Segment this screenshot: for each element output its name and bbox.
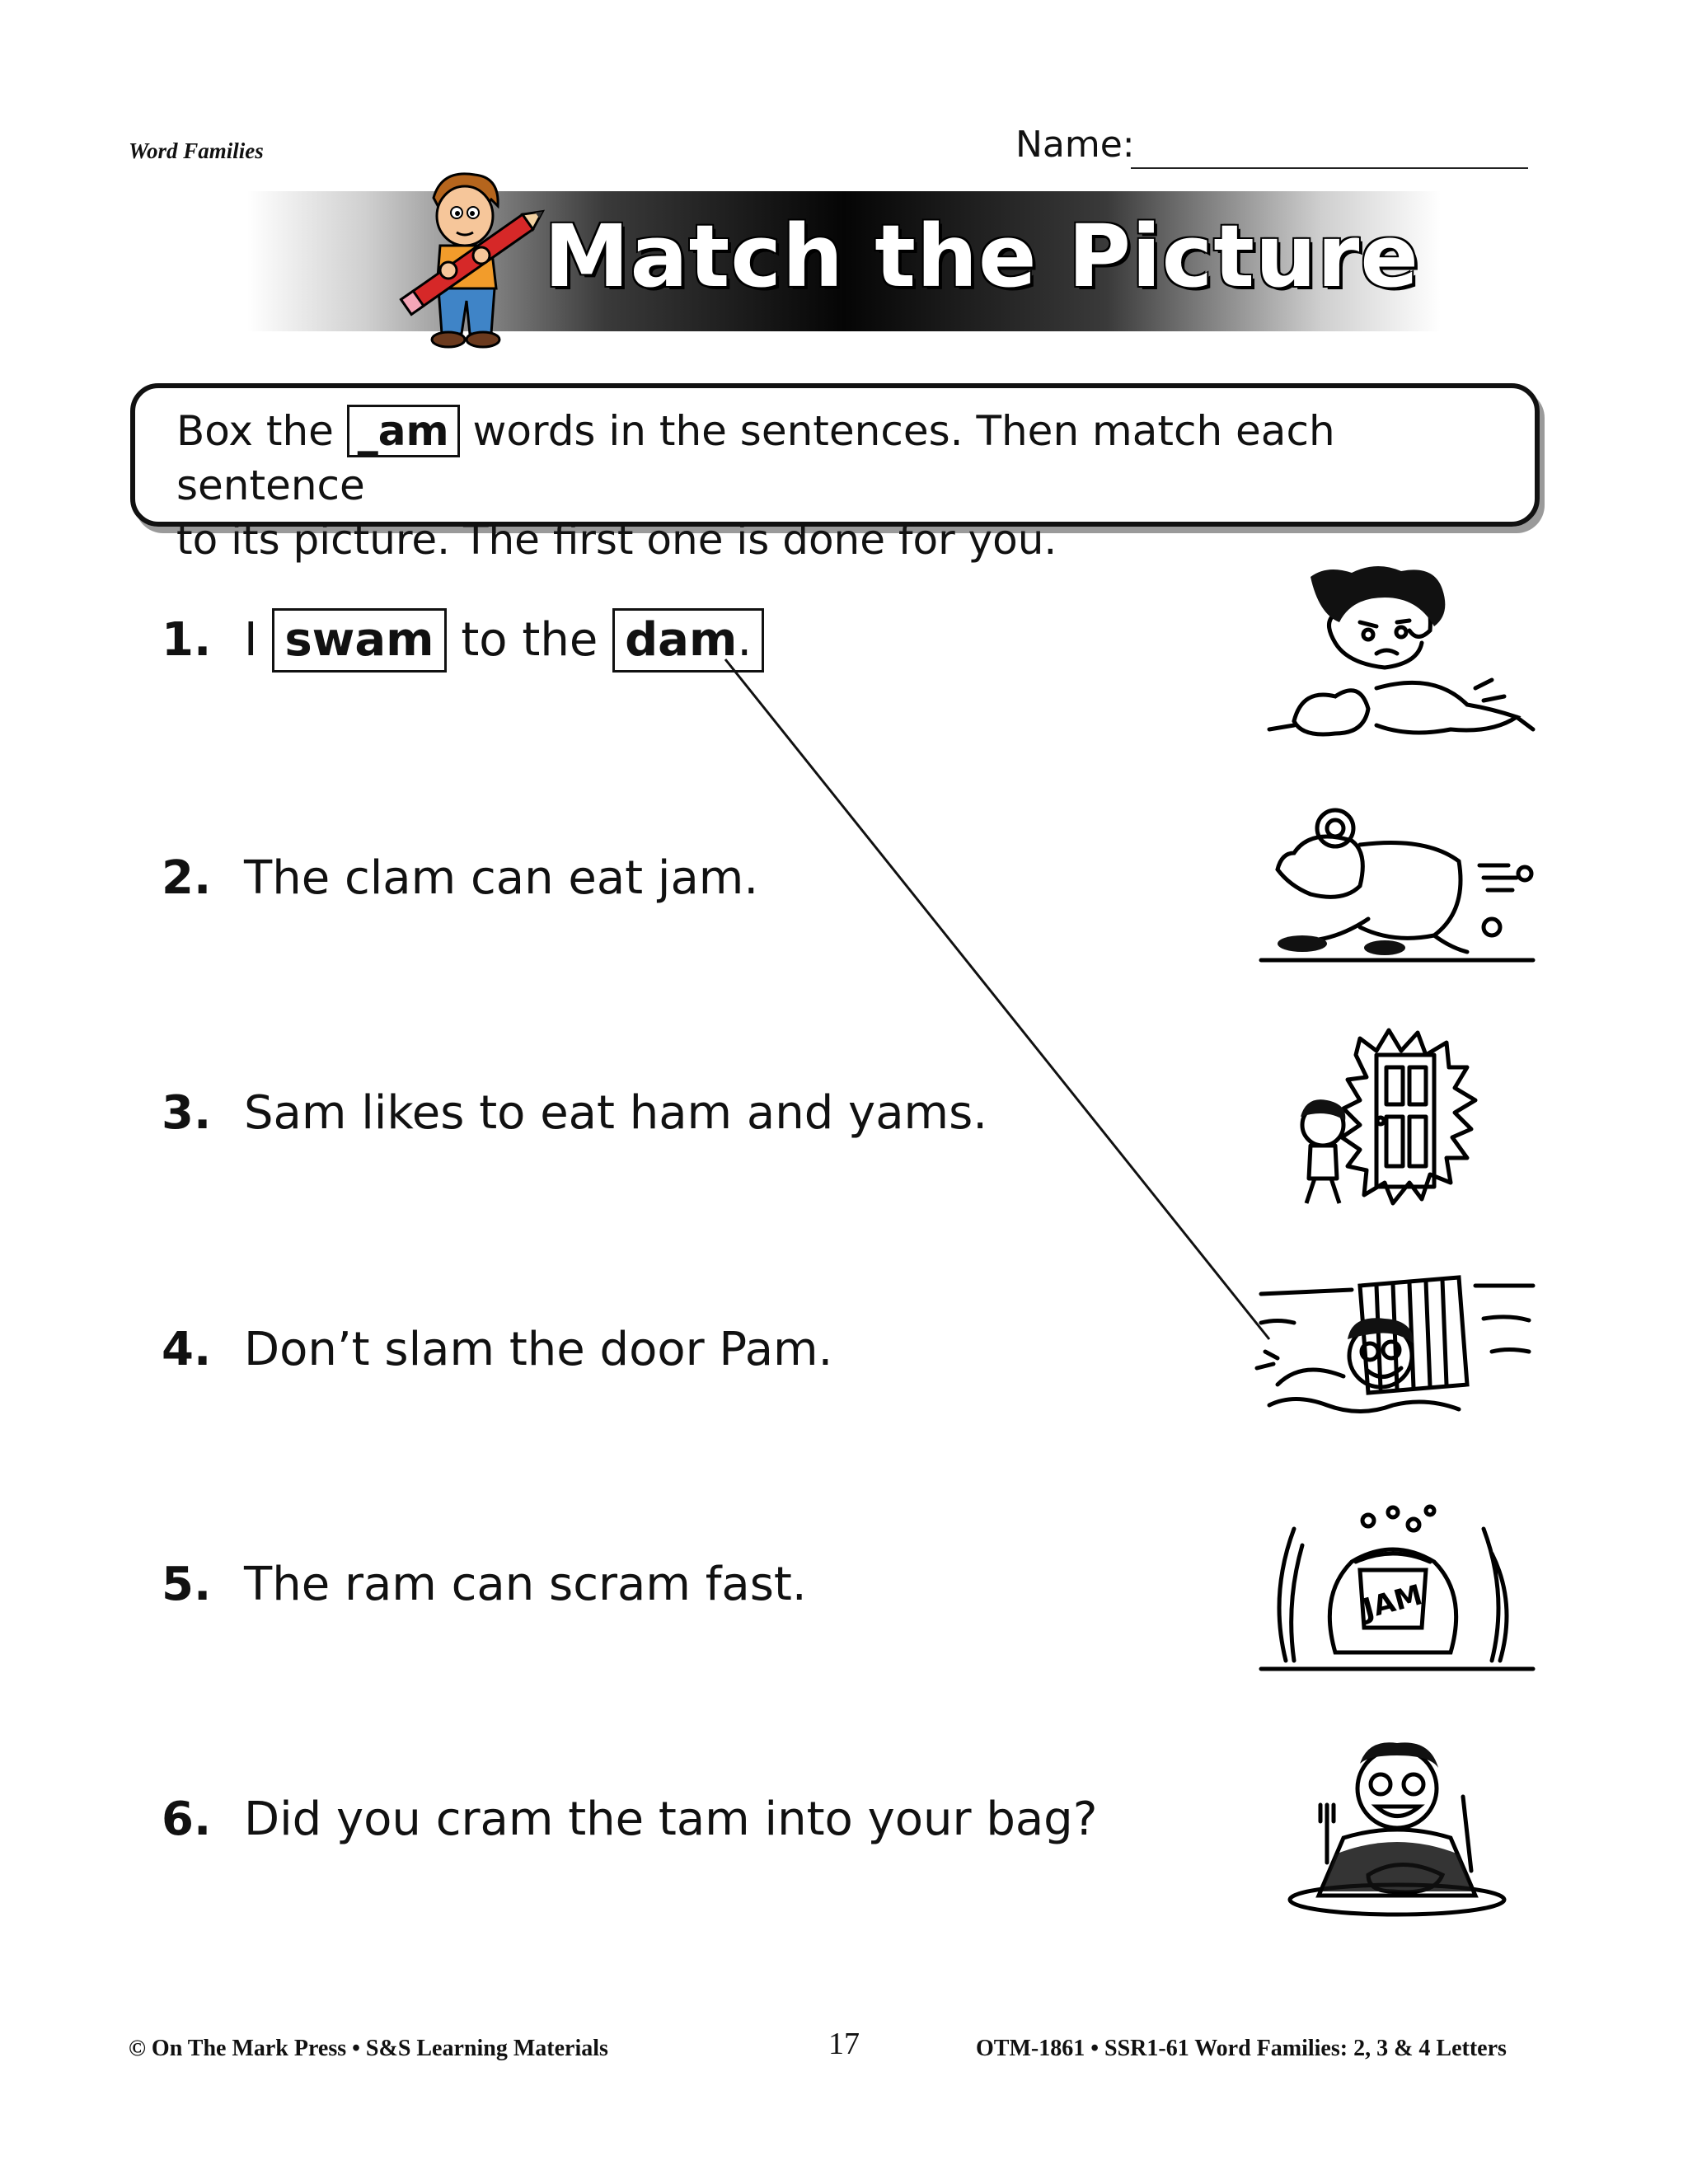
question-text: The clam can eat jam.	[244, 851, 759, 905]
question-text: The ram can scram fast.	[244, 1558, 807, 1611]
question-text: to the	[446, 613, 613, 667]
copyright-footer: © On The Mark Press • S&S Learning Materials	[129, 2036, 608, 2061]
clam-jam-icon[interactable]	[1245, 1496, 1550, 1685]
instructions-before: Box the	[176, 407, 347, 455]
boxed-word-swam: swam	[272, 608, 446, 673]
instructions-line2: to its picture. The first one is done for you.	[176, 516, 1057, 564]
slamming-door-icon[interactable]	[1245, 1026, 1550, 1216]
question-text: I	[244, 613, 273, 667]
svg-text:JAM: JAM	[1359, 1578, 1427, 1626]
page-number: 17	[828, 2027, 860, 2061]
question-number: 5.	[162, 1558, 212, 1611]
question-number: 3.	[162, 1086, 212, 1140]
question-number: 2.	[162, 851, 212, 905]
question-text: Did you cram the tam into your bag?	[244, 1793, 1098, 1846]
ram-running-icon[interactable]	[1245, 795, 1550, 985]
girl-tam-bag-icon[interactable]	[1245, 565, 1550, 754]
question-number: 1.	[162, 613, 212, 667]
series-label: Word Families	[129, 138, 264, 163]
page-title: Match the Picture	[544, 206, 1419, 307]
question-text: Don’t slam the door Pam.	[244, 1323, 833, 1376]
instructions-line1: words in the sentences. Then match each sentence	[176, 407, 1335, 509]
boy-swimming-dam-icon[interactable]	[1245, 1261, 1550, 1451]
question-number: 4.	[162, 1323, 212, 1376]
boxed-word-dam: dam.	[612, 608, 764, 673]
word-family-box: _am	[347, 405, 460, 457]
question-number: 6.	[162, 1793, 212, 1846]
product-code-footer: OTM-1861 • SSR1-61 Word Families: 2, 3 & 4 Letters	[976, 2036, 1507, 2061]
name-label: Name:	[1015, 124, 1135, 166]
question-text: Sam likes to eat ham and yams.	[244, 1086, 988, 1140]
man-eating-ham-icon[interactable]	[1245, 1731, 1550, 1920]
